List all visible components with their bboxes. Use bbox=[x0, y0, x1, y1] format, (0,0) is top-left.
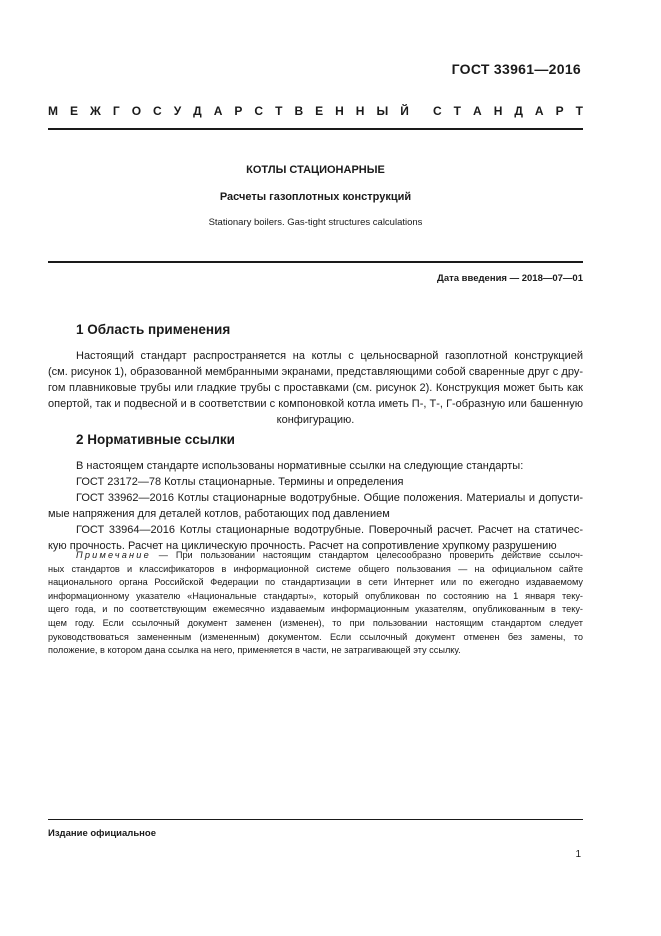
banner-letter: Р bbox=[234, 104, 243, 118]
banner-letter: Н bbox=[335, 104, 344, 118]
banner-letter: Е bbox=[315, 104, 324, 118]
section-heading-scope: 1 Область применения bbox=[76, 322, 231, 337]
note-line bbox=[48, 549, 583, 563]
interstate-standard-banner bbox=[48, 104, 583, 118]
paragraph-line: Настоящий стандарт распространяется на котлы с цельносварной газоплотной конструкцией bbox=[76, 350, 583, 362]
note-label: Примечание bbox=[76, 550, 151, 560]
banner-letter: Р bbox=[555, 104, 564, 118]
document-title: КОТЛЫ СТАЦИОНАРНЫЕ bbox=[246, 164, 385, 176]
page-number: 1 bbox=[575, 849, 581, 860]
references-paragraph bbox=[48, 458, 583, 554]
official-edition-label: Издание официальное bbox=[48, 828, 156, 839]
banner-letter: Т bbox=[575, 104, 583, 118]
paragraph-line: конфигурацию. bbox=[276, 414, 355, 426]
banner-letter: А bbox=[534, 104, 544, 118]
note-line: национального органа Российской Федерации по стандартизации в сети Интернет или по ежегодно издаваемому bbox=[48, 577, 583, 588]
banner-letter: Т bbox=[275, 104, 283, 118]
paragraph-line: опертой, так и подвесной и в соответствии с компоновкой котла иметь П-, Т-, Г-образную или башенную bbox=[48, 398, 583, 410]
banner-letter: Ы bbox=[376, 104, 389, 118]
reference-item: ГОСТ 23172—78 Котлы стационарные. Термины и определения bbox=[76, 476, 404, 488]
scope-paragraph bbox=[48, 348, 583, 428]
banner-word-standard bbox=[433, 104, 583, 118]
banner-letter: А bbox=[473, 104, 482, 118]
introduction-date: Дата введения — 2018—07—01 bbox=[437, 273, 583, 284]
section-heading-references: 2 Нормативные ссылки bbox=[76, 432, 235, 447]
footer-rule bbox=[48, 819, 583, 820]
note-line: положение, в котором дана ссылка на него, применяется в части, не затрагивающей эту ссылку. bbox=[48, 645, 461, 656]
banner-letter: А bbox=[213, 104, 223, 118]
banner-word-interstate bbox=[48, 104, 409, 118]
note-line: ных стандартов и классификаторов в информационной системе общего пользования — на официальном сайте bbox=[48, 563, 583, 574]
banner-letter: М bbox=[48, 104, 58, 118]
banner-letter: У bbox=[173, 104, 182, 118]
reference-item: ГОСТ 33964—2016 Котлы стационарные водотрубные. Поверочный расчет. Расчет на статичес- bbox=[76, 524, 583, 536]
top-rule bbox=[48, 128, 583, 130]
paragraph-line: В настоящем стандарте использованы нормативные ссылки на следующие стандарты: bbox=[76, 460, 524, 472]
note-line: щем году. Если ссылочный документ заменен (изменен), то при пользовании настоящим стандартом следует bbox=[48, 617, 583, 628]
banner-letter: С bbox=[433, 104, 442, 118]
gost-number: ГОСТ 33961—2016 bbox=[451, 61, 581, 77]
banner-letter: Г bbox=[112, 104, 120, 118]
paragraph-line: (см. рисунок 1), образованной мембранными экранами, представляющими собой сваренные друг с дру- bbox=[48, 366, 583, 378]
banner-letter: Т bbox=[453, 104, 462, 118]
title-bottom-rule bbox=[48, 261, 583, 263]
banner-letter: О bbox=[131, 104, 142, 118]
english-title: Stationary boilers. Gas-tight structures calculations bbox=[208, 217, 423, 228]
document-subtitle: Расчеты газоплотных конструкций bbox=[219, 191, 412, 203]
banner-letter: Е bbox=[70, 104, 79, 118]
banner-letter: Ж bbox=[90, 104, 101, 118]
banner-letter: С bbox=[153, 104, 162, 118]
banner-letter: Й bbox=[400, 104, 409, 118]
banner-letter: Н bbox=[493, 104, 503, 118]
banner-letter: В bbox=[294, 104, 304, 118]
note-text: — При пользовании настоящим стандартом целесообразно проверить действие ссылоч- bbox=[150, 550, 583, 560]
paragraph-line: гом плавниковые трубы или гладкие трубы с проставками (см. рисунок 2). Конструкция может быть как bbox=[48, 382, 583, 394]
banner-letter: Д bbox=[514, 104, 523, 118]
note-line: руководствоваться замененным (измененным) документом. Если ссылочный документ отменен без замены, то bbox=[48, 631, 583, 642]
reference-item: ГОСТ 33962—2016 Котлы стационарные водотрубные. Общие положения. Материалы и допусти- bbox=[76, 492, 583, 504]
reference-item-continuation: кую прочность. Расчет на циклическую прочность. Расчет на сопротивление хрупкому разрушению bbox=[48, 540, 557, 552]
note-line: щего года, и по соответствующим ежемесячно издаваемым информационным указателям, опубликованным в теку- bbox=[48, 604, 583, 615]
banner-letter: С bbox=[254, 104, 264, 118]
banner-letter: Д bbox=[193, 104, 202, 118]
banner-letter: Н bbox=[355, 104, 365, 118]
reference-item-continuation: мые напряжения для деталей котлов, работающих под давлением bbox=[48, 508, 390, 520]
note-line: информационному указателю «Национальные стандарты», который опубликован по состоянию на 1 января теку- bbox=[48, 590, 583, 601]
note-block bbox=[48, 549, 583, 658]
